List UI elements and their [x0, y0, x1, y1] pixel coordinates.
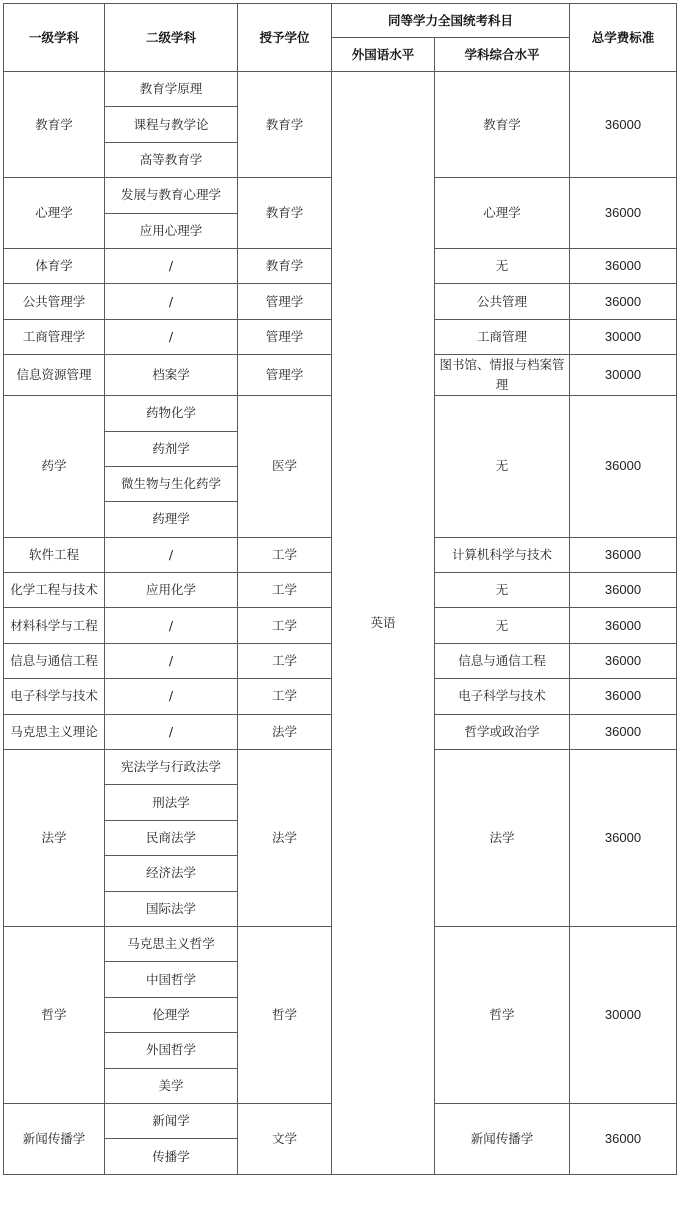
level2-cell: 宪法学与行政法学 — [105, 750, 238, 785]
comprehensive-cell: 教育学 — [435, 72, 570, 178]
degree-cell: 文学 — [238, 1103, 332, 1174]
fee-cell: 36000 — [570, 537, 677, 572]
fee-cell: 36000 — [570, 679, 677, 714]
fee-cell: 36000 — [570, 573, 677, 608]
level2-cell: / — [105, 608, 238, 643]
fee-cell: 36000 — [570, 643, 677, 678]
level1-cell: 材料科学与工程 — [4, 608, 105, 643]
degree-cell: 工学 — [238, 643, 332, 678]
degree-cell: 法学 — [238, 750, 332, 927]
comprehensive-cell: 计算机科学与技术 — [435, 537, 570, 572]
level1-cell: 信息与通信工程 — [4, 643, 105, 678]
level2-cell: 外国哲学 — [105, 1033, 238, 1068]
fee-cell: 36000 — [570, 608, 677, 643]
level1-cell: 化学工程与技术 — [4, 573, 105, 608]
level2-cell: 档案学 — [105, 355, 238, 396]
level2-cell: 微生物与生化药学 — [105, 466, 238, 501]
comprehensive-cell: 工商管理 — [435, 319, 570, 354]
level1-cell: 教育学 — [4, 72, 105, 178]
comprehensive-cell: 图书馆、情报与档案管理 — [435, 355, 570, 396]
level2-cell: 民商法学 — [105, 820, 238, 855]
level2-cell: 应用心理学 — [105, 213, 238, 248]
comprehensive-cell: 无 — [435, 248, 570, 283]
level1-cell: 电子科学与技术 — [4, 679, 105, 714]
level2-cell: / — [105, 643, 238, 678]
degree-cell: 管理学 — [238, 284, 332, 319]
comprehensive-cell: 心理学 — [435, 178, 570, 249]
level2-cell: 发展与教育心理学 — [105, 178, 238, 213]
level2-cell: / — [105, 284, 238, 319]
fee-table — [3, 3, 677, 1175]
degree-cell: 教育学 — [238, 178, 332, 249]
fee-cell: 30000 — [570, 319, 677, 354]
header-comprehensive: 学科综合水平 — [435, 38, 570, 72]
comprehensive-cell: 信息与通信工程 — [435, 643, 570, 678]
level1-cell: 哲学 — [4, 926, 105, 1103]
degree-cell: 工学 — [238, 573, 332, 608]
level2-cell: 美学 — [105, 1068, 238, 1103]
degree-cell: 医学 — [238, 396, 332, 538]
level2-cell: 药剂学 — [105, 431, 238, 466]
level1-cell: 信息资源管理 — [4, 355, 105, 396]
level1-cell: 软件工程 — [4, 537, 105, 572]
level2-cell: 课程与教学论 — [105, 107, 238, 142]
header-fee: 总学费标准 — [570, 4, 677, 72]
degree-cell: 管理学 — [238, 355, 332, 396]
level2-cell: 伦理学 — [105, 997, 238, 1032]
level2-cell: 国际法学 — [105, 891, 238, 926]
comprehensive-cell: 公共管理 — [435, 284, 570, 319]
header-level2: 二级学科 — [105, 4, 238, 72]
comprehensive-cell: 无 — [435, 396, 570, 538]
fee-cell: 30000 — [570, 926, 677, 1103]
level1-cell: 马克思主义理论 — [4, 714, 105, 749]
degree-cell: 工学 — [238, 608, 332, 643]
comprehensive-cell: 哲学 — [435, 926, 570, 1103]
table-body — [4, 72, 677, 1175]
degree-cell: 教育学 — [238, 248, 332, 283]
level2-cell: 药理学 — [105, 502, 238, 537]
degree-cell: 法学 — [238, 714, 332, 749]
level2-cell: / — [105, 679, 238, 714]
fee-cell: 36000 — [570, 1103, 677, 1174]
fee-cell: 36000 — [570, 714, 677, 749]
degree-cell: 工学 — [238, 537, 332, 572]
degree-cell: 管理学 — [238, 319, 332, 354]
fee-cell: 30000 — [570, 355, 677, 396]
degree-cell: 哲学 — [238, 926, 332, 1103]
fee-cell: 36000 — [570, 396, 677, 538]
comprehensive-cell: 法学 — [435, 750, 570, 927]
fee-cell: 36000 — [570, 178, 677, 249]
comprehensive-cell: 电子科学与技术 — [435, 679, 570, 714]
header-foreign: 外国语水平 — [332, 38, 435, 72]
level2-cell: / — [105, 537, 238, 572]
level2-cell: 经济法学 — [105, 856, 238, 891]
table-row — [4, 72, 677, 107]
level2-cell: 马克思主义哲学 — [105, 926, 238, 961]
level1-cell: 法学 — [4, 750, 105, 927]
level2-cell: 传播学 — [105, 1139, 238, 1174]
level1-cell: 心理学 — [4, 178, 105, 249]
level2-cell: / — [105, 248, 238, 283]
level2-cell: 高等教育学 — [105, 142, 238, 177]
foreign-language-cell: 英语 — [332, 72, 435, 1175]
comprehensive-cell: 无 — [435, 608, 570, 643]
level2-cell: 应用化学 — [105, 573, 238, 608]
fee-cell: 36000 — [570, 284, 677, 319]
comprehensive-cell: 哲学或政治学 — [435, 714, 570, 749]
level2-cell: 刑法学 — [105, 785, 238, 820]
level2-cell: 教育学原理 — [105, 72, 238, 107]
level2-cell: / — [105, 714, 238, 749]
level1-cell: 药学 — [4, 396, 105, 538]
fee-cell: 36000 — [570, 72, 677, 178]
level2-cell: 中国哲学 — [105, 962, 238, 997]
header-degree: 授予学位 — [238, 4, 332, 72]
fee-cell: 36000 — [570, 750, 677, 927]
fee-cell: 36000 — [570, 248, 677, 283]
degree-cell: 教育学 — [238, 72, 332, 178]
level1-cell: 新闻传播学 — [4, 1103, 105, 1174]
level2-cell: / — [105, 319, 238, 354]
comprehensive-cell: 新闻传播学 — [435, 1103, 570, 1174]
level1-cell: 体育学 — [4, 248, 105, 283]
degree-cell: 工学 — [238, 679, 332, 714]
level1-cell: 公共管理学 — [4, 284, 105, 319]
level2-cell: 新闻学 — [105, 1103, 238, 1138]
header-exam-group: 同等学力全国统考科目 — [332, 4, 570, 38]
header-level1: 一级学科 — [4, 4, 105, 72]
level1-cell: 工商管理学 — [4, 319, 105, 354]
comprehensive-cell: 无 — [435, 573, 570, 608]
level2-cell: 药物化学 — [105, 396, 238, 431]
